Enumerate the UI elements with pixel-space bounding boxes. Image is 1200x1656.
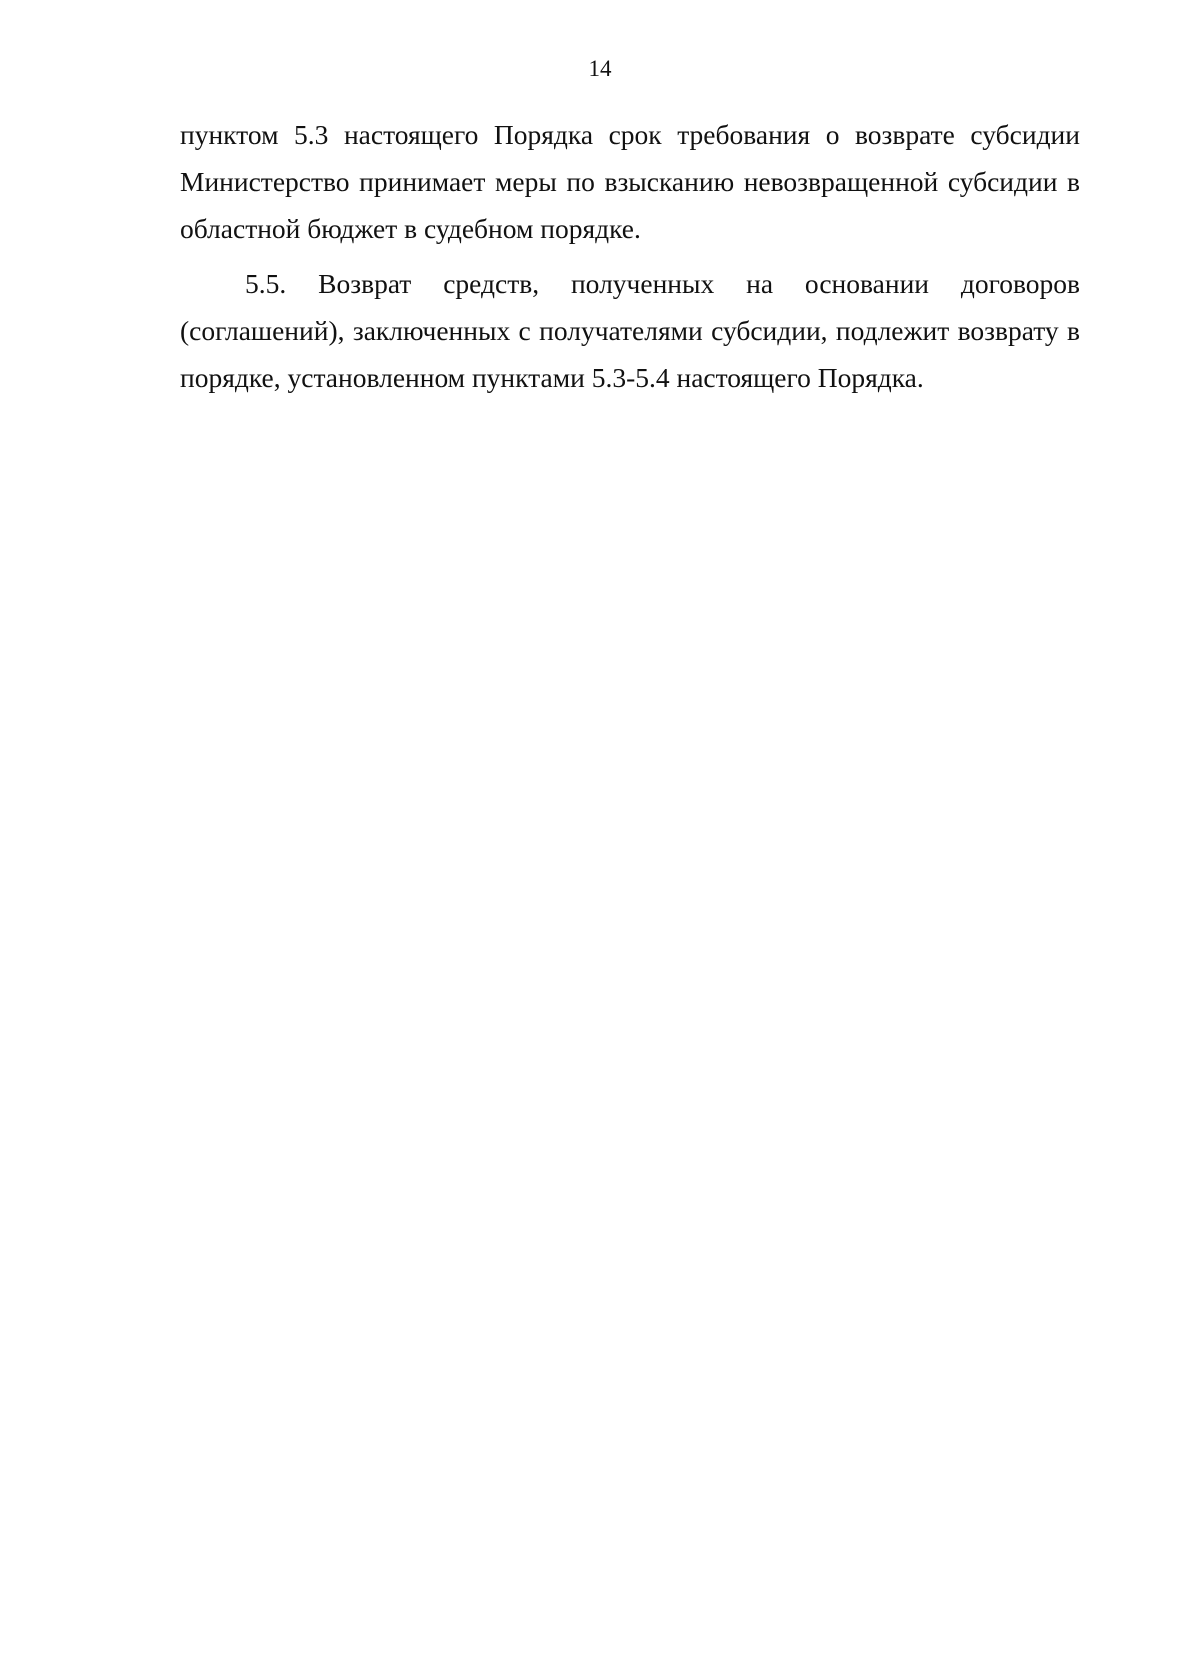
paragraph-5-5: 5.5. Возврат средств, полученных на основании договоров (соглашений), заключенных с получателями субсидии, подлежит возврату в порядке, установленном пунктами 5.3-5.4 настоящего Порядка. — [180, 268, 1080, 393]
paragraph-continuation: пунктом 5.3 настоящего Порядка срок требования о возврате субсидии Министерство принимает меры по взысканию невозвращенной субсидии в областной бюджет в судебном порядке. — [180, 119, 1080, 244]
document-body — [180, 111, 1080, 401]
page-number: 14 — [588, 56, 612, 81]
